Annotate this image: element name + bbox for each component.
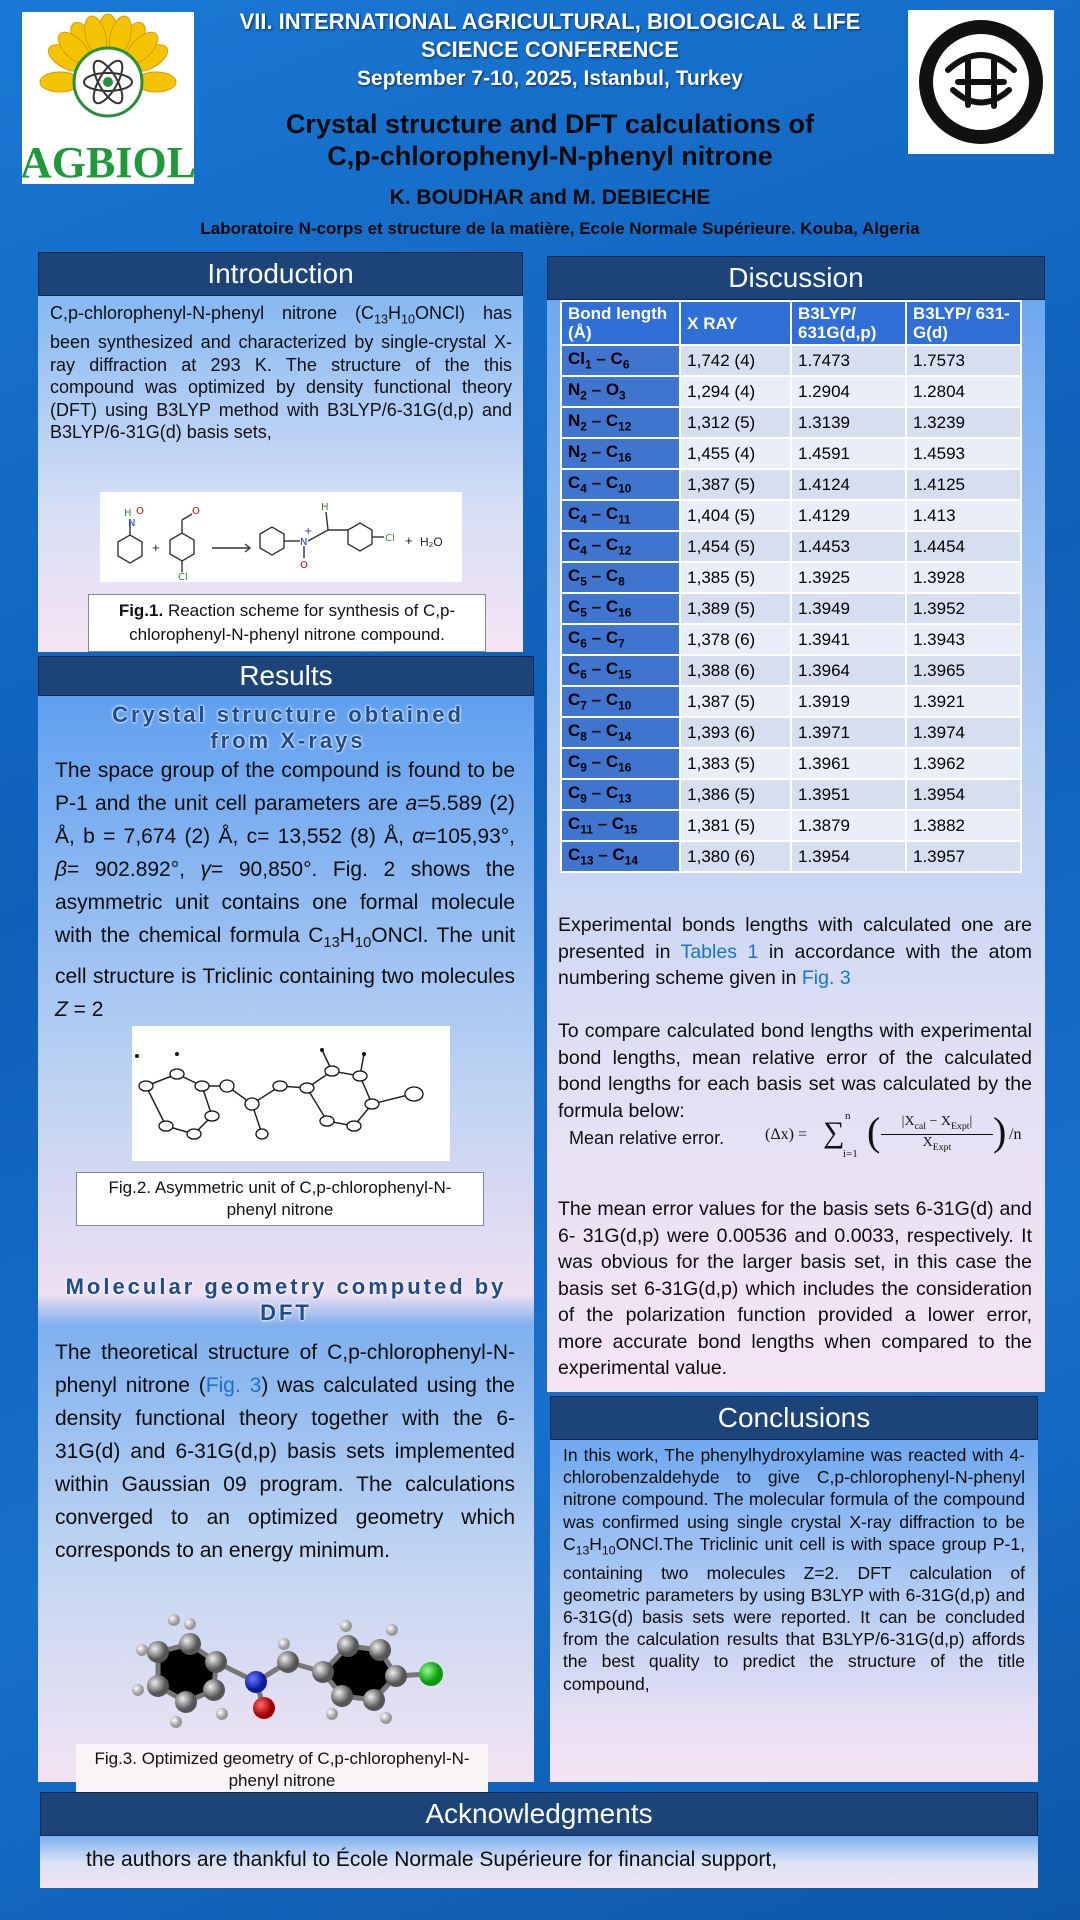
discussion-text-2: To compare calculated bond lengths with experimental bond lengths, mean relative error of the calculated bond lengths for each basis set was calculated by the formula below: (558, 1020, 1032, 1122)
svg-text:Cl: Cl (385, 533, 395, 544)
dft-geometry-subheading: Molecular geometry computed by DFT (65, 1274, 507, 1325)
svg-text:H: H (124, 508, 132, 519)
bond-cell: $C_9 - C_{16}$ (561, 748, 680, 779)
svg-text:O: O (136, 506, 144, 517)
svg-text:N: N (128, 518, 136, 529)
b3lyp-dp-cell: 1.3941 (791, 624, 906, 655)
b3lyp-d-cell: 1.3974 (906, 717, 1021, 748)
poster-title-line-2: C,p-chlorophenyl-N-phenyl nitrone (327, 141, 773, 171)
col-b3lyp-dp: B3LYP/ 631G(d,p) (791, 301, 906, 345)
xray-cell: 1,388 (6) (680, 655, 791, 686)
b3lyp-d-cell: 1.3954 (906, 779, 1021, 810)
b3lyp-d-cell: 1.413 (906, 500, 1021, 531)
conference-line-2: SCIENCE CONFERENCE (421, 37, 679, 62)
b3lyp-d-cell: 1.3962 (906, 748, 1021, 779)
b3lyp-dp-cell: 1.3949 (791, 593, 906, 624)
bond-cell: $C_5 - C_8$ (561, 562, 680, 593)
acknowledgments-text: the authors are thankful to École Normale Supérieure for financial support, (86, 1848, 778, 1871)
logo-right (908, 10, 1054, 154)
table-row (561, 748, 1021, 779)
b3lyp-dp-cell: 1.3964 (791, 655, 906, 686)
b3lyp-dp-cell: 1.3971 (791, 717, 906, 748)
b3lyp-dp-cell: 1.3879 (791, 810, 906, 841)
b3lyp-dp-cell: 1.3139 (791, 407, 906, 438)
sunflower-icon (22, 12, 194, 184)
xray-cell: 1,386 (5) (680, 779, 791, 810)
logo-left-text: AGBIOL (22, 138, 194, 184)
bond-cell: $N_2 - O_3$ (561, 376, 680, 407)
table-row (561, 717, 1021, 748)
b3lyp-d-cell: 1.3957 (906, 841, 1021, 872)
xray-cell: 1,742 (4) (680, 345, 791, 376)
table-header-row (561, 301, 1021, 345)
crystal-structure-subheading: Crystal structure obtained from X-rays (112, 702, 464, 753)
svg-text:O: O (300, 560, 308, 571)
authors: K. BOUDHAR and M. DEBIECHE (389, 186, 711, 209)
xray-cell: 1,385 (5) (680, 562, 791, 593)
conference-line-1: VII. INTERNATIONAL AGRICULTURAL, BIOLOGICAL & LIFE (239, 9, 861, 34)
fig-3-link-discussion[interactable]: Fig. 3 (801, 967, 851, 989)
b3lyp-d-cell: 1.3965 (906, 655, 1021, 686)
results-section (38, 656, 534, 1790)
bond-cell: $Cl_1 - C_6$ (561, 345, 680, 376)
bond-length-table (560, 300, 1022, 873)
xray-cell: 1,380 (6) (680, 841, 791, 872)
xray-cell: 1,378 (6) (680, 624, 791, 655)
table-row (561, 841, 1021, 872)
bond-cell: $C_4 - C_{10}$ (561, 469, 680, 500)
xray-cell: 1,389 (5) (680, 593, 791, 624)
conference-dates: September 7-10, 2025, Istanbul, Turkey (357, 67, 743, 90)
reaction-scheme-figure (100, 492, 462, 582)
b3lyp-dp-cell: 1.4453 (791, 531, 906, 562)
discussion-section (547, 256, 1045, 1392)
xray-cell: 1,387 (5) (680, 469, 791, 500)
fig-3-link[interactable]: Fig. 3 (205, 1374, 262, 1397)
svg-text:H₂O: H₂O (420, 535, 443, 549)
b3lyp-d-cell: 1.3943 (906, 624, 1021, 655)
optimized-geometry-figure (98, 1604, 498, 1744)
svg-text:H: H (321, 502, 329, 513)
xray-cell: 1,294 (4) (680, 376, 791, 407)
dft-geometry-text: The theoretical structure of C,p-chlorophenyl-N-phenyl nitrone (Fig. 3) was calculated using the density functional theory together with the 6-31G(d) and 6-31G(d,p) basis sets implemented within Gaussian 09 program. The calculations converged to an optimized geometry which corresponds to an energy minimum. (55, 1341, 515, 1562)
col-bond-length: Bond length (Å) (561, 301, 680, 345)
introduction-section (38, 252, 523, 652)
b3lyp-d-cell: 1.3239 (906, 407, 1021, 438)
discussion-text-3: The mean error values for the basis sets 6-31G(d) and 6- 31G(d,p) were 0.00536 and 0.0033, respectively. It was obvious for the larger basis set, in this case the basis set 6-31G(d,p) which includes the consideration of the polarization function provided a lower error, more accurate bond lengths when compared to the experimental value. (558, 1198, 1032, 1379)
table-row (561, 531, 1021, 562)
table-row (561, 779, 1021, 810)
bond-cell: $N_2 - C_{16}$ (561, 438, 680, 469)
bond-cell: $N_2 - C_{12}$ (561, 407, 680, 438)
svg-text:+: + (405, 533, 413, 548)
b3lyp-dp-cell: 1.7473 (791, 345, 906, 376)
b3lyp-d-cell: 1.3952 (906, 593, 1021, 624)
b3lyp-dp-cell: 1.3954 (791, 841, 906, 872)
acknowledgments-section (40, 1792, 1038, 1888)
b3lyp-dp-cell: 1.2904 (791, 376, 906, 407)
discussion-text-1: Experimental bonds lengths with calculated one are presented in Tables 1 in accordance with the atom numbering scheme given in Fig. 3 (558, 914, 1032, 989)
acknowledgments-heading: Acknowledgments (40, 1792, 1038, 1836)
col-xray: X RAY (680, 301, 791, 345)
table-row (561, 376, 1021, 407)
b3lyp-d-cell: 1.7573 (906, 345, 1021, 376)
svg-text:Cl: Cl (178, 572, 188, 582)
b3lyp-dp-cell: 1.3925 (791, 562, 906, 593)
bond-cell: $C_8 - C_{14}$ (561, 717, 680, 748)
table-row (561, 500, 1021, 531)
introduction-heading: Introduction (38, 252, 523, 296)
discussion-heading: Discussion (547, 256, 1045, 300)
b3lyp-dp-cell: 1.4129 (791, 500, 906, 531)
table-row (561, 655, 1021, 686)
results-heading: Results (38, 656, 534, 696)
figure-3-caption: Fig.3. Optimized geometry of C,p-chlorophenyl-N-phenyl nitrone (76, 1744, 488, 1796)
table-row (561, 562, 1021, 593)
xray-cell: 1,454 (5) (680, 531, 791, 562)
xray-cell: 1,381 (5) (680, 810, 791, 841)
b3lyp-d-cell: 1.3928 (906, 562, 1021, 593)
b3lyp-dp-cell: 1.4591 (791, 438, 906, 469)
bond-cell: $C_6 - C_7$ (561, 624, 680, 655)
b3lyp-d-cell: 1.4454 (906, 531, 1021, 562)
table-row (561, 686, 1021, 717)
logo-left (22, 12, 194, 184)
table-row (561, 469, 1021, 500)
table-row (561, 438, 1021, 469)
tables-1-link[interactable]: Tables 1 (680, 940, 759, 963)
svg-text:O: O (192, 506, 200, 517)
bond-cell: $C_9 - C_{13}$ (561, 779, 680, 810)
table-row (561, 407, 1021, 438)
xray-cell: 1,312 (5) (680, 407, 791, 438)
crystal-structure-text: The space group of the compound is found to be P-1 and the unit cell parameters are a=5.589 (2) Å, b = 7,674 (2) Å, c= 13,552 (8) Å, α=105,93°, β= 902.892°, γ= 90,850°. Fig. 2 shows the asymmetric unit contains one formal molecule with the chemical formula $C_{13}H_{10}ONCl$. The unit cell structure is Triclinic containing two molecules Z = 2 (55, 759, 515, 1022)
table-row (561, 345, 1021, 376)
b3lyp-d-cell: 1.4593 (906, 438, 1021, 469)
table-row (561, 624, 1021, 655)
col-b3lyp-d: B3LYP/ 631-G(d) (906, 301, 1021, 345)
b3lyp-dp-cell: 1.4124 (791, 469, 906, 500)
affiliation: Laboratoire N-corps et structure de la matière, Ecole Normale Supérieure. Kouba, Algeria (200, 219, 920, 238)
table-row (561, 593, 1021, 624)
mean-error-formula: Mean relative error. (Δx) = ∑ n i=1 ( $|X_{cal} - X_{Expt}|$ $X_{Expt}$ ) /n (569, 1109, 1022, 1160)
bond-cell: $C_4 - C_{11}$ (561, 500, 680, 531)
svg-text:+: + (152, 540, 160, 555)
conclusions-heading: Conclusions (550, 1396, 1038, 1440)
school-seal-icon (908, 10, 1054, 154)
svg-text:+: + (304, 526, 313, 537)
introduction-text: C,p-chlorophenyl-N-phenyl nitrone $(C_{13}H_{10}ONCl)$ has been synthesized and characterized by single-crystal X-ray diffraction at 293 K. The structure of the this compound was optimized by density functional theory (DFT) using B3LYP method with B3LYP/6-31G(d,p) and B3LYP/6-31G(d) basis sets, (50, 303, 512, 443)
b3lyp-d-cell: 1.3882 (906, 810, 1021, 841)
b3lyp-dp-cell: 1.3919 (791, 686, 906, 717)
svg-text:N: N (300, 537, 308, 548)
xray-cell: 1,404 (5) (680, 500, 791, 531)
b3lyp-dp-cell: 1.3961 (791, 748, 906, 779)
b3lyp-d-cell: 1.4125 (906, 469, 1021, 500)
bond-cell: $C_6 - C_{15}$ (561, 655, 680, 686)
xray-cell: 1,393 (6) (680, 717, 791, 748)
b3lyp-dp-cell: 1.3951 (791, 779, 906, 810)
b3lyp-d-cell: 1.3921 (906, 686, 1021, 717)
asymmetric-unit-figure (132, 1026, 450, 1161)
figure-2-caption: Fig.2. Asymmetric unit of C,p-chlorophenyl-N-phenyl nitrone (76, 1172, 484, 1226)
bond-cell: $C_{13} - C_{14}$ (561, 841, 680, 872)
xray-cell: 1,383 (5) (680, 748, 791, 779)
table-row (561, 810, 1021, 841)
bond-cell: $C_4 - C_{12}$ (561, 531, 680, 562)
xray-cell: 1,387 (5) (680, 686, 791, 717)
conclusions-section (550, 1396, 1038, 1782)
bond-cell: $C_{11} - C_{15}$ (561, 810, 680, 841)
bond-cell: $C_5 - C_{16}$ (561, 593, 680, 624)
conclusions-text: In this work, The phenylhydroxylamine was reacted with 4-chlorobenzaldehyde to give C,p-chlorophenyl-N-phenyl nitrone compound. The molecular formula of the compound was confirmed using single crystal X-ray diffraction to be $C_{13}H_{10}ONCl.The$ Triclinic unit cell is with space group P-1, containing two molecules Z=2. DFT calculation of geometric parameters by using B3LYP with 6-31G(d,p) and 6-31G(d) basis sets were reported. It can be concluded from the calculation results that B3LYP/6-31G(d,p) affords the best quality to predict the structure of the title compound, (563, 1445, 1025, 1694)
figure-1-caption: Fig.1. Reaction scheme for synthesis of C,p-chlorophenyl-N-phenyl nitrone compound. (88, 594, 486, 652)
bond-cell: $C_7 - C_{10}$ (561, 686, 680, 717)
b3lyp-d-cell: 1.2804 (906, 376, 1021, 407)
xray-cell: 1,455 (4) (680, 438, 791, 469)
poster-title-line-1: Crystal structure and DFT calculations of (285, 109, 815, 139)
